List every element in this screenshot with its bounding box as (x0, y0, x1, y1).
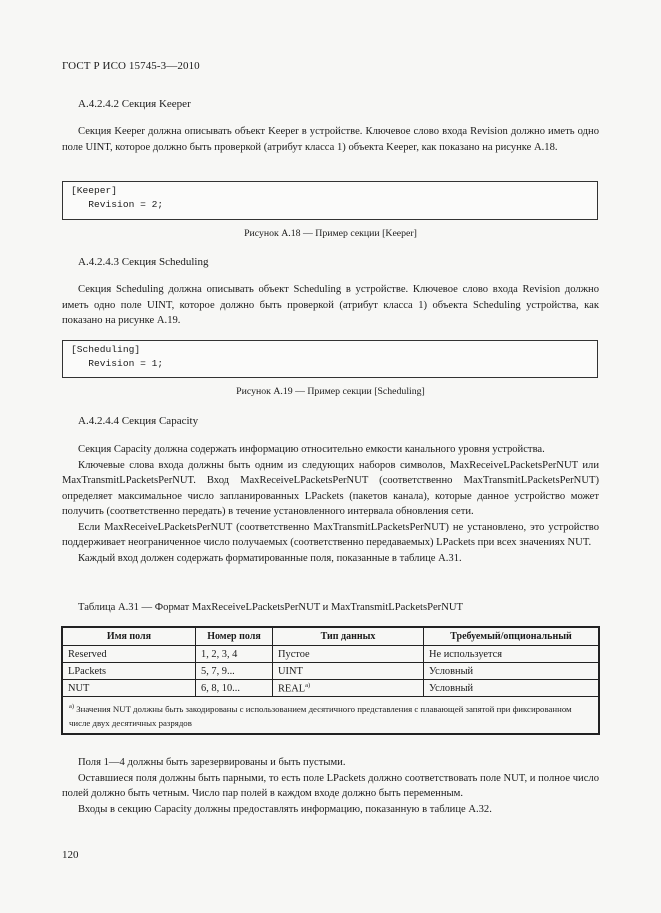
paragraph: Секция Capacity должна содержать информацию относительно емкости канального уровня устройства. (78, 444, 545, 455)
footnote-mark: a) (69, 703, 75, 710)
figure-caption-keeper: Рисунок А.18 — Пример секции [Keeper] (244, 228, 417, 239)
table-caption: Таблица А.31 — Формат MaxReceiveLPacketsPerNUT и MaxTransmitLPacketsPerNUT (78, 602, 463, 613)
table-cell: 5, 7, 9... (196, 663, 273, 680)
section-title-capacity: A.4.2.4.4 Секция Capacity (78, 415, 199, 427)
paragraph: Входы в секцию Capacity должны предоставлять информацию, показанную в таблице А.32. (78, 803, 492, 815)
table-cell: 6, 8, 10... (196, 680, 273, 697)
column-header: Номер поля (196, 628, 273, 646)
table-header-row (63, 628, 599, 646)
paragraph: Каждый вход должен содержать форматированные поля, показанные в таблице А.31. (78, 552, 462, 564)
page-number: 120 (62, 849, 79, 861)
table-row (63, 663, 599, 680)
table-cell: Не используется (424, 646, 599, 663)
column-header: Имя поля (63, 628, 196, 646)
footnote-text: Значения NUT должны быть закодированы с использованием десятичного представления с плавающей запятой при фиксированном числе двух десятичных разрядов (69, 703, 572, 728)
section-title-scheduling: A.4.2.4.3 Секция Scheduling (78, 256, 209, 268)
table-cell: LPackets (63, 663, 196, 680)
table-cell: NUT (63, 680, 196, 697)
section-title-keeper: A.4.2.4.2 Секция Keeper (78, 98, 191, 110)
format-table (62, 627, 599, 734)
paragraph-scheduling: Секция Scheduling должна описывать объект Scheduling в устройстве. Ключевое слово входа Revision должно иметь одно поле UINT, которое должно быть проверкой (атрибут класса 1) объекта Scheduling устройства, как показано на рисунке А.19. (62, 284, 599, 326)
table-cell: Условный (424, 663, 599, 680)
code-block-keeper (62, 181, 598, 220)
paragraph: Если MaxReceiveLPacketsPerNUT (соответственно MaxTransmitLPacketsPerNUT) не установлено, это устройство поддерживает неограниченное число получаемых (соответственно передаваемых) LPackets при всех значениях NUT. (62, 521, 599, 548)
page-header: ГОСТ Р ИСО 15745-3—2010 (62, 60, 200, 72)
paragraphs-capacity (62, 442, 599, 566)
code-line: [Scheduling] (71, 344, 141, 355)
table-row (63, 646, 599, 663)
code-line: [Keeper] (71, 185, 118, 196)
column-header: Требуемый/опциональный (424, 628, 599, 646)
code-line: Revision = 2; (71, 198, 164, 210)
paragraph: Поля 1—4 должны быть зарезервированы и быть пустыми. (78, 757, 346, 768)
table-footnote (63, 697, 599, 734)
table-row (63, 680, 599, 697)
table-cell: UINT (273, 663, 424, 680)
column-header: Тип данных (273, 628, 424, 646)
code-block-scheduling (62, 340, 598, 378)
table-cell: Условный (424, 680, 599, 697)
table-cell (273, 680, 424, 697)
table-footnote-row (63, 697, 599, 734)
cell-text: REAL (278, 683, 306, 695)
paragraph-keeper: Секция Keeper должна описывать объект Keeper в устройстве. Ключевое слово входа Revision должно иметь одно поле UINT, которое должно быть проверкой (атрибут класса 1) объекта Keeper, как показано на рисунке А.18. (62, 126, 599, 153)
figure-caption-scheduling: Рисунок А.19 — Пример секции [Scheduling] (236, 386, 425, 397)
paragraph: Ключевые слова входа должны быть одним из следующих наборов символов, MaxReceiveLPacketsPerNUT или MaxTransmitLPacketsPerNUT. Вход MaxReceiveLPacketsPerNUT (соответственно MaxTransmitLPacketsPerNUT) определяет максимальное число запланированных LPackets (пакетов канала), которые данное устройство может получить (соответственно передать) в течение установленного интервала обновления сети. (62, 459, 599, 517)
table-cell: 1, 2, 3, 4 (196, 646, 273, 663)
footnote-ref: a) (305, 681, 311, 689)
paragraphs-after-table (62, 755, 599, 817)
paragraph: Оставшиеся поля должны быть парными, то есть поле LPackets должно соответствовать поле NUT, и полное число полей должно быть четным. Число пар полей в каждом входе должно быть переменным. (62, 772, 599, 799)
table-cell: Reserved (63, 646, 196, 663)
table-cell: Пустое (273, 646, 424, 663)
code-line: Revision = 1; (71, 357, 164, 369)
